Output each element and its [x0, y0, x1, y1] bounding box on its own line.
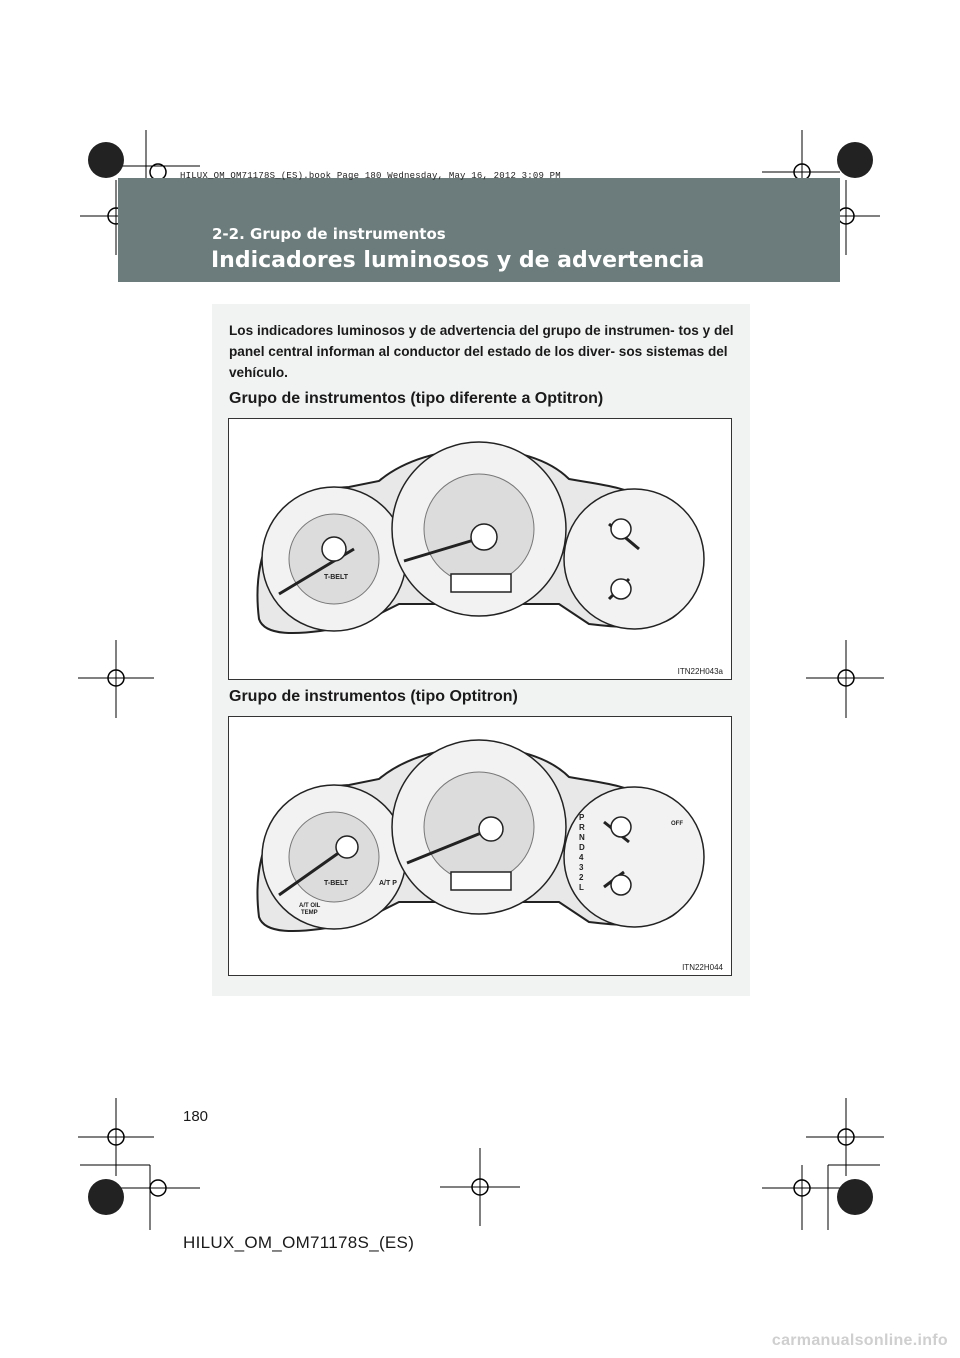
book-info-line: HILUX_OM_OM71178S_(ES).book Page 180 Wednesday, May 16, 2012 3:09 PM — [180, 171, 561, 181]
atoil-label-1: A/T OIL — [299, 903, 321, 909]
page-number: 180 — [183, 1108, 209, 1125]
footer-doc-id: HILUX_OM_OM71178S_(ES) — [183, 1233, 415, 1252]
gear-r: R — [579, 823, 585, 832]
figure-2-code: ITN22H044 — [682, 963, 723, 972]
gear-4: 4 — [579, 853, 584, 862]
cluster-drawing-1 — [229, 419, 733, 681]
figure-1-code: ITN22H043a — [677, 667, 723, 676]
figure-1-heading: Grupo de instrumentos (tipo diferente a Optitron) — [229, 390, 604, 407]
off-label: OFF — [671, 821, 683, 827]
figure-1-instrument-cluster — [228, 418, 732, 680]
atp-label: A/T P — [379, 880, 397, 887]
cluster-drawing-2 — [229, 717, 733, 977]
atoil-label-2: TEMP — [301, 910, 318, 916]
figure-2-heading: Grupo de instrumentos (tipo Optitron) — [229, 688, 518, 705]
gear-p: P — [579, 813, 585, 822]
page-title: Indicadores luminosos y de advertencia — [211, 248, 705, 273]
watermark-site: carmanualsonline.info — [771, 1332, 948, 1349]
figure-2-instrument-cluster — [228, 716, 732, 976]
intro-paragraph: Los indicadores luminosos y de advertencia del grupo de instrumen- tos y del panel central informan al conductor del estado de los diver- sos sistemas del vehículo. — [229, 323, 734, 380]
section-label: 2-2. Grupo de instrumentos — [212, 225, 446, 243]
gear-3: 3 — [579, 863, 584, 872]
tbelt-label-2: T-BELT — [324, 880, 348, 887]
gear-d: D — [579, 843, 585, 852]
gear-n: N — [579, 833, 585, 842]
gear-l: L — [579, 883, 584, 892]
gear-2: 2 — [579, 873, 584, 882]
tbelt-label-1: T-BELT — [324, 574, 348, 581]
